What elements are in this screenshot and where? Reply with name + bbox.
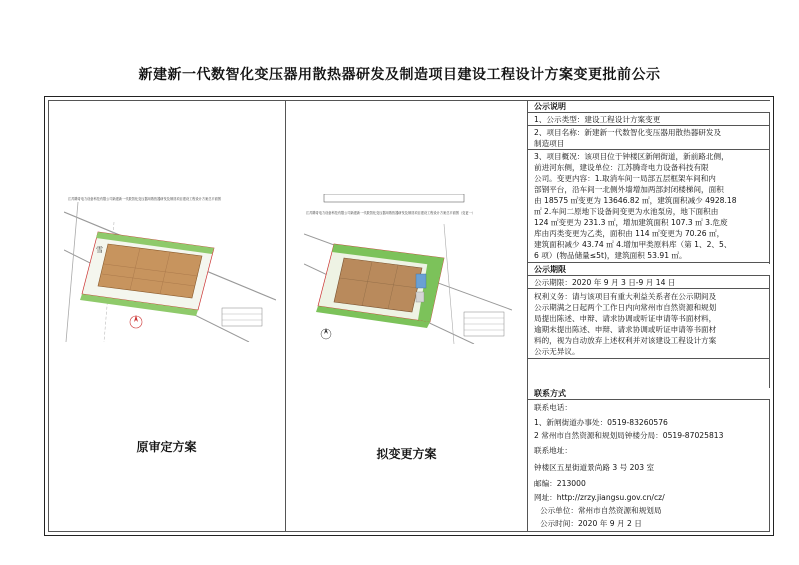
period-line: 公示期限：2020 年 9 月 3 日-9 月 14 日 — [534, 278, 676, 287]
period-line: 逾期未提出陈述、申辩、请求协调或听证申请等书面材 — [534, 325, 717, 334]
notice-line: 前进河东侧，建设单位：江苏腾奇电力设备科技有限 — [534, 163, 709, 172]
contact-line: 网址：http://zrzy.jiangsu.gov.cn/cz/ — [534, 493, 665, 502]
original-scheme-caption: 原审定方案 — [136, 440, 197, 454]
proposed-map-title: 江苏腾奇电力设备科技有限公司新建新一代数智化变压器用散热器研发及制造项目建设工程设计方案总平面图（变更一） — [306, 211, 475, 215]
contact-line: 联系地址： — [534, 446, 572, 455]
period-line: 公示无异议。 — [534, 347, 580, 356]
notice-line: 124 ㎡变更为 231.3 ㎡，增加建筑面积 107.3 ㎡ 3.危废 — [534, 218, 728, 227]
contact-line: 公示时间：2020 年 9 月 2 日 — [540, 519, 642, 528]
contact-line: 钟楼区五星街道景尚路 3 号 203 室 — [534, 463, 655, 472]
contact-line: 1、新闸街道办事处：0519-83260576 — [534, 418, 668, 427]
notice-line: 由 18575 ㎡变更为 13646.82 ㎡，建筑面积减少 4928.18 — [534, 196, 737, 205]
original-scheme-panel — [48, 100, 286, 532]
contact-header: 联系方式 — [528, 388, 770, 399]
proposed-scheme-caption: 拟变更方案 — [376, 447, 437, 461]
contact-line: 邮编：213000 — [534, 479, 586, 488]
original-road-label: 雪 — [96, 246, 103, 254]
proposed-scheme-panel — [286, 100, 528, 532]
period-line: 局提出陈述、申辩、请求协调或听证申请等书面材料， — [534, 314, 717, 323]
notice-line: ㎡ 2.车间二原地下设备间变更为水池泵房，地下面积由 — [534, 207, 719, 216]
contact-line: 联系电话： — [534, 403, 572, 412]
page-title: 新建新一代数智化变压器用散热器研发及制造项目建设工程设计方案变更批前公示 — [138, 67, 661, 83]
period-header: 公示期限 — [528, 264, 770, 275]
notice-line: 公司。变更内容：1.取消车间一局部五层框架车间和内 — [534, 174, 716, 183]
period-line: 料的，视为自动放弃上述权利并对该建设工程设计方案 — [534, 336, 717, 345]
notice-line: 6 项）(物品储量≤5t)，建筑面积 53.91 ㎡。 — [534, 251, 687, 260]
notice-panel — [528, 100, 770, 532]
proposed-site-plan — [304, 194, 512, 344]
notice-line: 2、项目名称：新建新一代数智化变压器用散热器研发及 — [534, 128, 722, 137]
notice-header: 公示说明 — [528, 101, 770, 112]
notice-line: 制造项目 — [534, 139, 565, 148]
notice-line: 库由丙类变更为乙类，面积由 114 ㎡变更为 70.26 ㎡， — [534, 229, 725, 238]
period-line: 权利义务：请与该项目有重大利益关系者在公示期间及 — [534, 292, 717, 301]
contact-line: 公示单位：常州市自然资源和规划局 — [540, 506, 662, 515]
notice-line: 3、项目概况：该项目位于钟楼区新闸街道，新前路北侧， — [534, 152, 729, 161]
notice-line: 1、公示类型：建设工程设计方案变更 — [534, 115, 661, 124]
contact-line: 2 常州市自然资源和规划局钟楼分局：0519-87025813 — [534, 431, 724, 440]
notice-line: 部钢平台，沿车间一北侧外墙增加两部封闭楼梯间，面积 — [534, 185, 724, 194]
period-line: 公示期满之日起两个工作日内向常州市自然资源和规划 — [534, 303, 717, 312]
notice-line: 建筑面积减少 43.74 ㎡ 4.增加甲类原料库（第 1、2、5、 — [534, 240, 732, 249]
original-site-plan — [64, 192, 276, 342]
original-map-title: 江苏腾奇电力设备科技有限公司新建新一代数智化变压器用散热器研发及制造项目建设工程设计方案总平面图 — [68, 197, 221, 201]
